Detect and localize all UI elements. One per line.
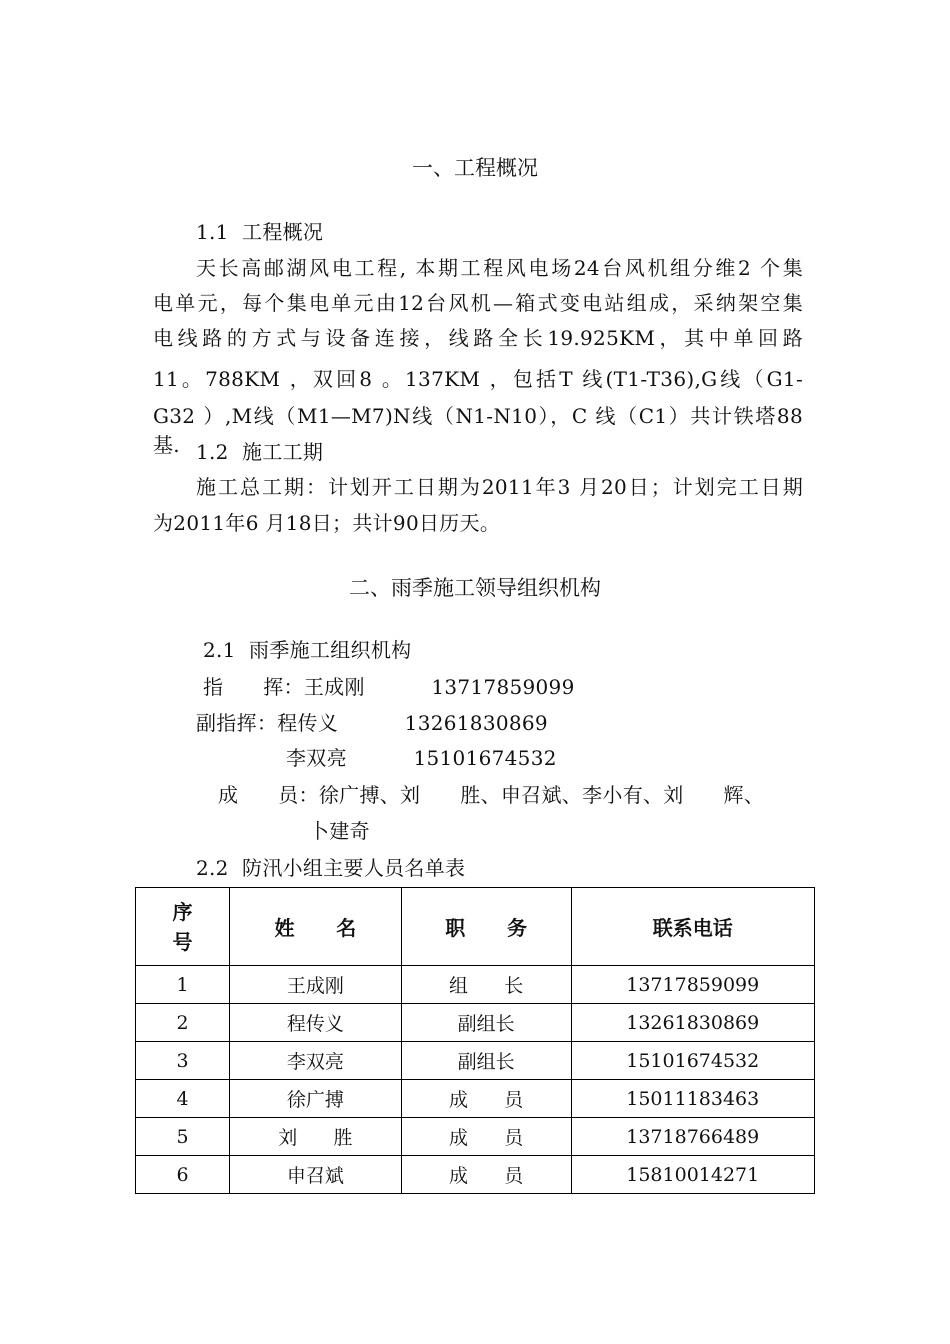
sub22-title: 2.2 防汛小组主要人员名单表 [196,856,466,880]
cell-phone: 15011183463 [571,1080,815,1118]
cell-index: 3 [136,1042,230,1080]
header-phone: 联系电话 [571,888,815,966]
commander-line: 指 挥：王成刚 13717859099 [203,675,575,699]
cell-role: 成 员 [401,1156,571,1194]
cell-role: 成 员 [401,1080,571,1118]
cell-index: 5 [136,1118,230,1156]
cell-phone: 13718766489 [571,1118,815,1156]
header-index: 序 号 [136,888,230,966]
para1-line-3: 电线路的方式与设备连接，线路全长19.925KM，其中单回路 [153,326,803,350]
header-name: 姓 名 [229,888,401,966]
flood-team-table [135,887,815,1194]
members-line-1: 成 员：徐广搏、刘 胜、申召斌、李小有、刘 辉、 [218,783,765,807]
cell-name: 王成刚 [229,966,401,1004]
cell-phone: 15101674532 [571,1042,815,1080]
cell-name: 徐广搏 [229,1080,401,1118]
table-row [136,1080,815,1118]
cell-role: 组 长 [401,966,571,1004]
cell-role: 副组长 [401,1004,571,1042]
deputy-line-2: 李双亮 15101674532 [286,746,557,770]
sub2-title: 1.2 施工工期 [196,440,324,464]
table-row [136,1042,815,1080]
cell-index: 1 [136,966,230,1004]
cell-name: 申召斌 [229,1156,401,1194]
para1-line-5: G32 ）,M线（M1—M7)N线（N1-N10），C 线（C1）共计铁塔88基. [153,404,803,457]
header-role: 职 务 [401,888,571,966]
table-row [136,1156,815,1194]
table-row [136,1004,815,1042]
section2-title: 二、雨季施工领导组织机构 [349,576,601,600]
members-line-2: 卜建奇 [309,819,370,843]
cell-phone: 13261830869 [571,1004,815,1042]
table-header-row [136,888,815,966]
table-row [136,1118,815,1156]
cell-index: 2 [136,1004,230,1042]
sub1-title: 1.1 工程概况 [196,220,324,244]
cell-phone: 13717859099 [571,966,815,1004]
sub21-title: 2.1 雨季施工组织机构 [203,638,412,662]
cell-role: 副组长 [401,1042,571,1080]
para2-line-1: 施工总工期：计划开工日期为2011年3 月20日；计划完工日期 [196,475,803,499]
para1-line-1: 天长高邮湖风电工程, 本期工程风电场24台风机组分维2 个集 [196,256,803,280]
cell-phone: 15810014271 [571,1156,815,1194]
table-row [136,966,815,1004]
para1-line-4: 11。788KM ，双回8 。137KM ，包括T 线(T1-T36),G线（G1- [153,367,803,391]
cell-name: 程传义 [229,1004,401,1042]
cell-role: 成 员 [401,1118,571,1156]
section1-title: 一、工程概况 [412,156,538,180]
cell-name: 李双亮 [229,1042,401,1080]
cell-index: 4 [136,1080,230,1118]
cell-index: 6 [136,1156,230,1194]
deputy-line-1: 副指挥：程传义 13261830869 [196,711,548,735]
para2-line-2: 为2011年6 月18日；共计90日历天。 [153,511,501,535]
para1-line-2: 电单元，每个集电单元由12台风机—箱式变电站组成，采纳架空集 [153,291,803,315]
cell-name: 刘 胜 [229,1118,401,1156]
